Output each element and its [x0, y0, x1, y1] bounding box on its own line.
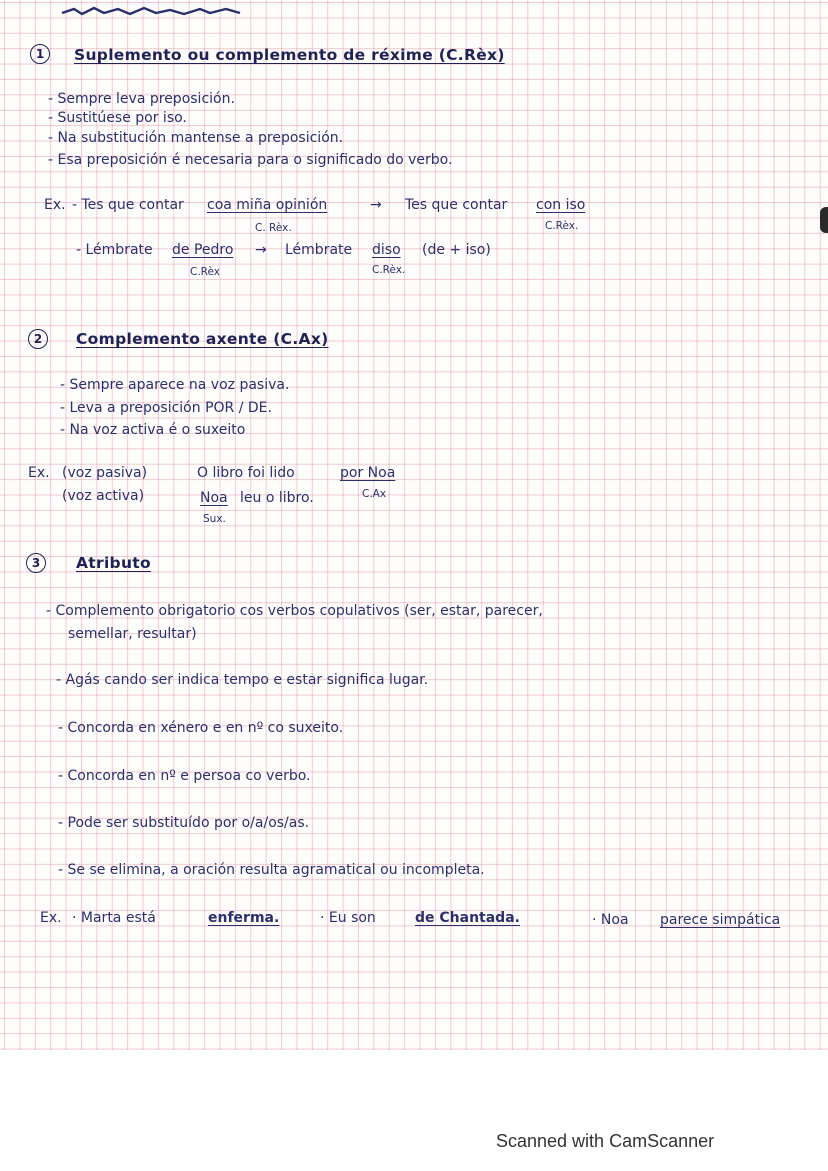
section-1-example-1-result-complement: con iso — [536, 197, 586, 213]
section-1-title: Suplemento ou complemento de réxime (C.Rèx) — [74, 46, 505, 64]
section-1-example-1-result: Tes que contar — [405, 197, 508, 213]
section-3-title: Atributo — [76, 554, 151, 572]
section-1-number: 1 — [30, 44, 50, 64]
section-3-example-1-attribute: enferma. — [208, 910, 280, 926]
section-1-bullet-3: - Na substitución mantense a preposición. — [48, 130, 344, 146]
section-2-bullet-1: - Sempre aparece na voz pasiva. — [60, 377, 290, 393]
blank-margin — [0, 1050, 828, 1171]
section-3-bullet-1: - Complemento obrigatorio cos verbos copulativos (ser, estar, parecer, — [46, 603, 543, 619]
section-1-example-1-start: - Tes que contar — [72, 197, 184, 213]
section-1-example-2-result-tag: C.Rèx. — [372, 264, 406, 276]
section-3-bullet-6: - Se se elimina, a oración resulta agramatical ou incompleta. — [58, 862, 485, 878]
section-1-example-2-result-complement: diso — [372, 242, 401, 258]
section-1-bullet-2: - Sustitúese por iso. — [48, 110, 187, 126]
section-1-example-1-tag: C. Rèx. — [255, 222, 292, 234]
section-2-active-sentence: leu o libro. — [240, 490, 314, 506]
section-2-active-subject: Noa — [200, 490, 228, 506]
section-1-example-2-tag: C.Rèx — [190, 266, 220, 278]
top-scribble — [60, 3, 250, 19]
section-1-example-label: Ex. — [44, 197, 66, 213]
section-3-bullet-5: - Pode ser substituído por o/a/os/as. — [58, 815, 310, 831]
section-2-example-label: Ex. — [28, 465, 50, 481]
scanner-watermark: Scanned with CamScanner — [496, 1131, 715, 1151]
binder-clip — [820, 207, 828, 233]
section-1-example-2-arrow: → — [255, 242, 267, 258]
section-2-bullet-2: - Leva a preposición POR / DE. — [60, 400, 272, 416]
section-2-subject-tag: Sux. — [203, 513, 226, 525]
section-3-example-2: · Eu son — [320, 910, 376, 926]
section-1-example-2-complement: de Pedro — [172, 242, 234, 258]
section-3-number: 3 — [26, 553, 46, 573]
section-1-example-2-result: Lémbrate — [285, 242, 353, 258]
section-2-passive-sentence: O libro foi lido — [197, 465, 295, 481]
section-3-bullet-3: - Concorda en xénero e en nº co suxeito. — [58, 720, 344, 736]
section-2-active-label: (voz activa) — [62, 488, 145, 504]
section-2-number: 2 — [28, 329, 48, 349]
section-2-passive-label: (voz pasiva) — [62, 465, 148, 481]
section-1-bullet-1: - Sempre leva preposición. — [48, 91, 235, 107]
section-1-example-1-complement: coa miña opinión — [207, 197, 328, 213]
section-2-passive-agent: por Noa — [340, 465, 396, 481]
section-3-example-label: Ex. — [40, 910, 62, 926]
section-3-example-3-attribute: parece simpática — [660, 912, 781, 928]
section-2-bullet-3: - Na voz activa é o suxeito — [60, 422, 246, 438]
section-2-agent-tag: C.Ax — [362, 488, 387, 500]
section-3-bullet-4: - Concorda en nº e persoa co verbo. — [58, 768, 311, 784]
section-1-example-1-arrow: → — [370, 197, 382, 213]
section-2-title: Complemento axente (C.Ax) — [76, 330, 329, 348]
section-3-example-2-attribute: de Chantada. — [415, 910, 520, 926]
section-3-bullet-2: - Agás cando ser indica tempo e estar significa lugar. — [56, 672, 429, 688]
section-1-example-2-start: - Lémbrate — [76, 242, 153, 258]
section-1-example-1-result-tag: C.Rèx. — [545, 220, 579, 232]
section-3-example-3: · Noa — [592, 912, 629, 928]
section-3-bullet-1-cont: semellar, resultar) — [68, 626, 197, 642]
section-3-example-1: · Marta está — [72, 910, 156, 926]
section-1-bullet-4: - Esa preposición é necesaria para o significado do verbo. — [48, 152, 453, 168]
section-1-example-2-note: (de + iso) — [422, 242, 491, 258]
